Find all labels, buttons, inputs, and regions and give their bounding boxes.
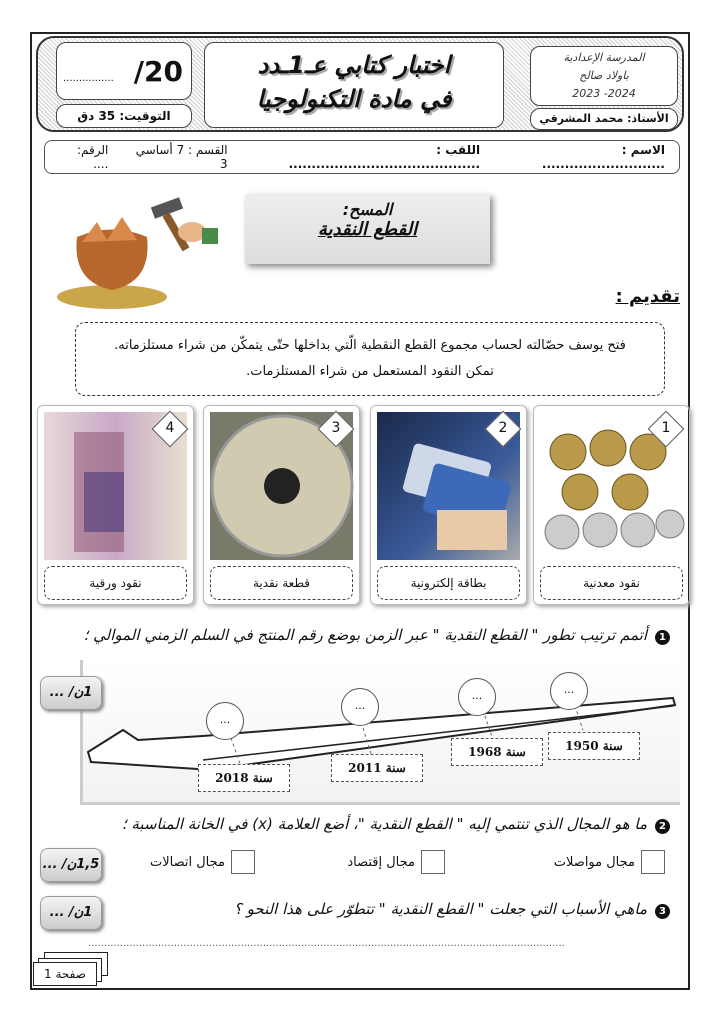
surname-field[interactable]: اللقب : ..........................................	[288, 143, 481, 171]
card-number: 2	[498, 420, 508, 436]
timeline-answer-circle[interactable]: ...	[206, 702, 244, 740]
timeline-year: سنة 1950	[548, 732, 640, 760]
card-label[interactable]: نقود ورقية	[44, 566, 187, 600]
school-year: 2024- 2023	[572, 87, 636, 100]
option-economy[interactable]	[347, 850, 445, 874]
exam-header	[36, 36, 684, 132]
title-line-1: اختبار كتابي عـ1ـدد	[257, 51, 451, 79]
page-number: صفحة 1	[33, 962, 97, 986]
card-number: 1	[661, 420, 671, 436]
question-bullet: 3	[655, 904, 670, 919]
exam-title	[204, 42, 504, 128]
question-3	[234, 900, 670, 919]
points-box: 1,5ن/ ...	[40, 848, 102, 882]
duration: التوقيت: 35 دق	[56, 104, 192, 128]
question-bullet: 1	[655, 630, 670, 645]
card-banknote	[37, 405, 194, 605]
answer-line[interactable]: ......................................................................................................................................................	[88, 938, 565, 949]
class-label: القسم : 7 أساسي 3	[135, 143, 228, 171]
option-label: مجال مواصلات	[553, 854, 635, 870]
timeline-year: سنة 2011	[331, 754, 423, 782]
points-box: 1ن/ ...	[40, 676, 102, 710]
card-coins	[533, 405, 690, 605]
score-blank: ................	[63, 73, 114, 84]
school-location: باولاد صالح	[579, 69, 629, 82]
school-box	[530, 46, 678, 106]
option-communications[interactable]	[150, 850, 255, 874]
total-score: /20	[133, 55, 183, 88]
points-box: 1ن/ ...	[40, 896, 102, 930]
timeline-answer-circle[interactable]: ...	[550, 672, 588, 710]
card-coin	[203, 405, 360, 605]
timeline-answer-circle[interactable]: ...	[341, 688, 379, 726]
score-box	[56, 42, 192, 100]
option-label: مجال اتصالات	[149, 854, 225, 870]
question-text: أتمم ترتيب تطور " القطع النقدية " عبر الزمن بوضع رقم المنتج في السلم الزمني الموالي ؛	[83, 626, 647, 644]
card-electronic	[370, 405, 527, 605]
banner-topic: القطع النقدية	[317, 219, 418, 240]
number-field[interactable]: الرقم: ....	[77, 143, 109, 171]
piggy-bank-illustration	[52, 192, 222, 310]
checkbox[interactable]	[421, 850, 445, 874]
card-number: 3	[331, 420, 341, 436]
card-number: 4	[165, 420, 175, 436]
question-text: ماهي الأسباب التي جعلت " القطع النقدية " تتطوّر على هذا النحو ؟	[233, 900, 647, 918]
intro-box	[75, 322, 665, 396]
student-info-row	[44, 140, 680, 174]
question-1	[84, 626, 670, 645]
option-label: مجال إقتصاد	[347, 854, 415, 870]
intro-heading: تقديم :	[615, 286, 680, 307]
intro-line-2: تمكن النقود المستعمل من شراء المستلزمات.	[246, 364, 494, 379]
timeline-answer-circle[interactable]: ...	[458, 678, 496, 716]
timeline-year: سنة 1968	[451, 738, 543, 766]
question-text: ما هو المجال الذي تنتمي إليه " القطع النقدية "، أضع العلامة (x) في الخانة المناسبة ؛	[121, 815, 647, 833]
checkbox[interactable]	[231, 850, 255, 874]
question-bullet: 2	[655, 819, 670, 834]
topic-banner	[245, 194, 490, 264]
teacher-name: الأستاذ: محمد المشرقي	[530, 108, 678, 130]
school-name: المدرسة الإعدادية	[563, 51, 645, 64]
card-label[interactable]: بطاقة إلكترونية	[377, 566, 520, 600]
card-label[interactable]: قطعة نقدية	[210, 566, 353, 600]
timeline-year: سنة 2018	[198, 764, 290, 792]
card-label[interactable]: نقود معدنية	[540, 566, 683, 600]
timeline	[80, 660, 680, 805]
question-2	[122, 815, 670, 834]
title-line-2: في مادة التكنولوجيا	[256, 85, 452, 113]
intro-line-1: فتح يوسف حصّالته لحساب مجموع القطع النقطية الّتي بداخلها حتّى يتمكّن من شراء مستلزماته.	[114, 338, 626, 353]
banner-label: المسح:	[342, 200, 393, 219]
name-field[interactable]: الاسم : ...........................	[541, 143, 665, 171]
checkbox[interactable]	[641, 850, 665, 874]
option-transport[interactable]	[554, 850, 665, 874]
